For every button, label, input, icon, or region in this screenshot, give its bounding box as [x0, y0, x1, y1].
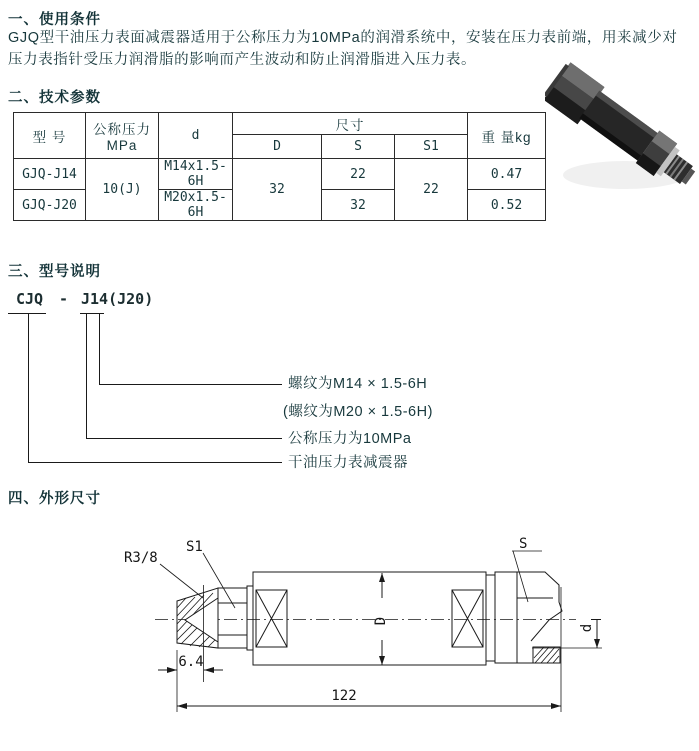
dimension-drawing [0, 520, 699, 751]
usage-paragraph-line2: 压力表指针受压力润滑脂的影响而产生波动和防止润滑脂进入压力表。 [8, 52, 477, 68]
leader-thread [100, 314, 283, 385]
knurl-box-left [256, 590, 287, 647]
col-header-size-S1: S1 [395, 135, 468, 159]
section-heading-dimensions: 四、外形尺寸 [8, 491, 101, 507]
model-code-prefix: CJQ [16, 290, 44, 308]
cell-S-j20: 32 [322, 190, 395, 221]
cell-D-merged: 32 [233, 159, 322, 221]
dimension-D [373, 573, 389, 665]
col-header-pressure: 公称压力MPa [86, 113, 159, 159]
label-d: d [579, 623, 595, 633]
model-label-thread-alt: (螺纹为M20 × 1.5-6H) [283, 404, 433, 420]
model-label-pressure: 公称压力为10MPa [288, 431, 412, 447]
label-6-4: 6.4 [178, 654, 204, 670]
leader-name [29, 314, 283, 463]
section-heading-model: 三、型号说明 [8, 264, 101, 280]
col-header-model: 型 号 [14, 113, 86, 159]
cell-S1-merged: 22 [395, 159, 468, 221]
label-122: 122 [331, 688, 357, 704]
label-s1: S1 [186, 539, 203, 555]
leader-r38 [124, 550, 203, 598]
taper-thread-cone [177, 588, 218, 648]
product-photo [545, 55, 699, 205]
washer-right [495, 572, 517, 663]
col-header-weight: 重 量kg [468, 113, 546, 159]
label-s: S [519, 536, 528, 552]
model-code-suffix: J14(J20) [81, 290, 154, 308]
dimension-d [532, 620, 602, 649]
cell-model-j14: GJQ-J14 [14, 159, 86, 190]
cell-weight-j14: 0.47 [468, 159, 546, 190]
knurl-box-right [452, 590, 483, 647]
label-D: D [373, 616, 389, 626]
hex-nut-s [517, 572, 562, 663]
cell-S-j14: 22 [322, 159, 395, 190]
table-row-gjq-j14 [14, 159, 546, 190]
cell-d-j20: M20x1.5-6H [159, 190, 233, 221]
leader-s1 [186, 539, 235, 608]
model-code-dash: - [59, 290, 69, 308]
hex-nut-s1 [218, 588, 247, 648]
washer-left [247, 586, 253, 650]
cell-weight-j20: 0.52 [468, 190, 546, 221]
col-header-d: d [159, 113, 233, 159]
col-header-size-S: S [322, 135, 395, 159]
cell-model-j20: GJQ-J20 [14, 190, 86, 221]
dimension-122 [177, 587, 561, 712]
section-heading-parameters: 二、技术参数 [8, 90, 101, 106]
cell-pressure-merged: 10(J) [86, 159, 159, 221]
parameters-table [13, 112, 546, 221]
usage-paragraph-line1: GJQ型干油压力表面减震器适用于公称压力为10MPa的润滑系统中，安装在压力表前端，用来减少对 [8, 30, 678, 46]
connector-neck [486, 575, 495, 661]
leader-pressure [87, 314, 283, 439]
dimension-6-4 [158, 654, 223, 673]
label-r38: R3/8 [124, 550, 158, 566]
col-header-size-D: D [233, 135, 322, 159]
col-header-size-group: 尺寸 [233, 113, 468, 135]
section-heading-usage: 一、使用条件 [8, 12, 101, 28]
cell-d-j14: M14x1.5-6H [159, 159, 233, 190]
model-label-name: 干油压力表减震器 [288, 455, 408, 471]
model-label-thread-primary: 螺纹为M14 × 1.5-6H [288, 376, 428, 392]
main-body [253, 572, 486, 665]
